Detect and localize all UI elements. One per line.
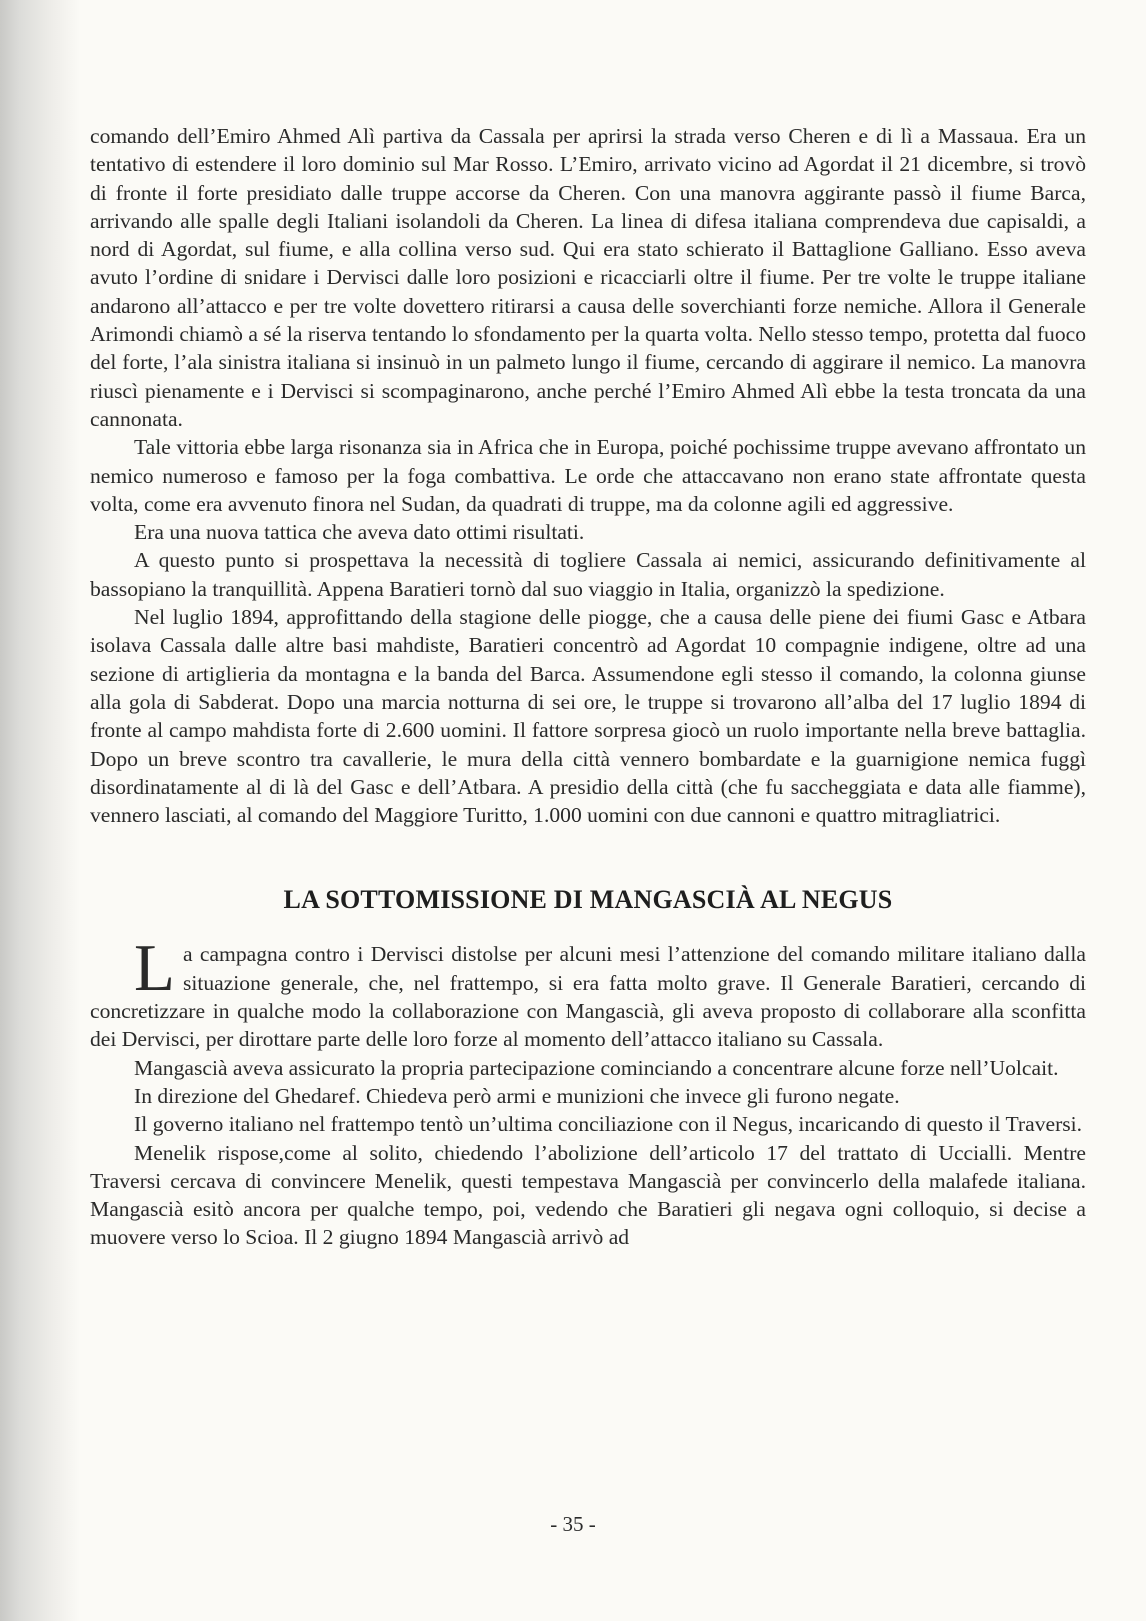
paragraph: Menelik rispose,come al solito, chiedendo l’abolizione dell’articolo 17 del trattato di Uccialli. Mentre Traversi cercava di convincere Menelik, questi tempestava Mangascià per convincerlo della malafede italiana. Mangascià esitò ancora per qualche tempo, poi, vedendo che Baratieri gli negava ogni colloquio, si decise a muovere verso lo Scioa. Il 2 giugno 1894 Mangascià arrivò ad: [90, 1140, 1086, 1250]
book-spine-shadow: [0, 0, 80, 1621]
section-first-paragraph: [90, 931, 1086, 1053]
paragraph: A questo punto si prospettava la necessità di togliere Cassala ai nemici, assicurando definitivamente al bassopiano la tranquillità. Appena Baratieri tornò dal suo viaggio in Italia, organizzò la spedizione.: [90, 548, 1086, 601]
paragraph: In direzione del Ghedaref. Chiedeva però armi e munizioni che invece gli furono negate.: [134, 1083, 900, 1108]
section-title: LA SOTTOMISSIONE DI MANGASCIÀ AL NEGUS: [283, 885, 893, 915]
paragraph: Il governo italiano nel frattempo tentò un’ultima conciliazione con il Negus, incaricando di questo il Traversi.: [134, 1112, 1083, 1137]
page-number: - 35 -: [550, 1512, 596, 1536]
paragraph: Tale vittoria ebbe larga risonanza sia in Africa che in Europa, poiché pochissime truppe avevano affrontato un nemico numeroso e famoso per la foga combattiva. Le orde che attaccavano non erano state affrontate questa volta, come era avvenuto finora nel Sudan, da quadrati di truppe, ma da colonne agili ed aggressive.: [90, 435, 1086, 516]
page-body: [90, 122, 1086, 1252]
drop-cap: L: [134, 931, 175, 1006]
section-first-paragraph-text: a campagna contro i Dervisci distolse per alcuni mesi l’attenzione del comando militare italiano dalla situazione generale, che, nel frattempo, si era fatta molto grave. Il Generale Baratieri, cercando di concretizzare in qualche modo la collaborazione con Mangascià, gli aveva proposto di collaborare alla sconfitta dei Dervisci, per dirottare parte delle loro forze al momento dell’attacco italiano su Cassala.: [90, 942, 1086, 1052]
paragraph: Mangascià aveva assicurato la propria partecipazione cominciando a concentrare alcune forze nell’Uolcait.: [134, 1055, 1059, 1080]
paragraph: Nel luglio 1894, approfittando della stagione delle piogge, che a causa delle piene dei fiumi Gasc e Atbara isolava Cassala dalle altre basi mahdiste, Baratieri concentrò ad Agordat 10 compagnie indigene, oltre ad una sezione di artiglieria da montagna e la banda del Barca. Assumendone egli stesso il comando, la colonna giunse alla gola di Sabderat. Dopo una marcia notturna di sei ore, le truppe si trovarono all’alba del 17 luglio 1894 di fronte al campo mahdista forte di 2.600 uomini. Il fattore sorpresa giocò un ruolo importante nella breve battaglia. Dopo un breve scontro tra cavallerie, le mura della città vennero bombardate e la guarnigione nemica fuggì disordinatamente al di là del Gasc e dell’Atbara. A presidio della città (che fu saccheggiata e data alle fiamme), vennero lasciati, al comando del Maggiore Turitto, 1.000 uomini con due cannoni e quattro mitragliatrici.: [90, 605, 1086, 828]
paragraph: Era una nuova tattica che aveva dato ottimi risultati.: [134, 520, 585, 545]
paragraph-continuation: comando dell’Emiro Ahmed Alì partiva da Cassala per aprirsi la strada verso Cheren e di lì a Massaua. Era un tentativo di estendere il loro dominio sul Mar Rosso. L’Emiro, arrivato vicino ad Agordat il 21 dicembre, si trovò di fronte il forte presidiato dalle truppe accorse da Cheren. Con una manovra aggirante passò il fiume Barca, arrivando alle spalle degli Italiani isolandoli da Cheren. La linea di difesa italiana comprendeva due capisaldi, a nord di Agordat, sul fiume, e alla collina verso sud. Qui era stato schierato il Battaglione Galliano. Esso aveva avuto l’ordine di snidare i Dervisci dalle loro posizioni e ricacciarli oltre il fiume. Per tre volte le truppe italiane andarono all’attacco e per tre volte dovettero ritirarsi a causa delle soverchianti forze nemiche. Allora il Generale Arimondi chiamò a sé la riserva tentando lo sfondamento per la quarta volta. Nello stesso tempo, protetta dal fuoco del forte, l’ala sinistra italiana si insinuò in un palmeto lungo il fiume, cercando di aggirare il nemico. La manovra riuscì pienamente e i Dervisci si scompaginarono, anche perché l’Emiro Ahmed Alì ebbe la testa troncata da una cannonata.: [90, 124, 1086, 431]
